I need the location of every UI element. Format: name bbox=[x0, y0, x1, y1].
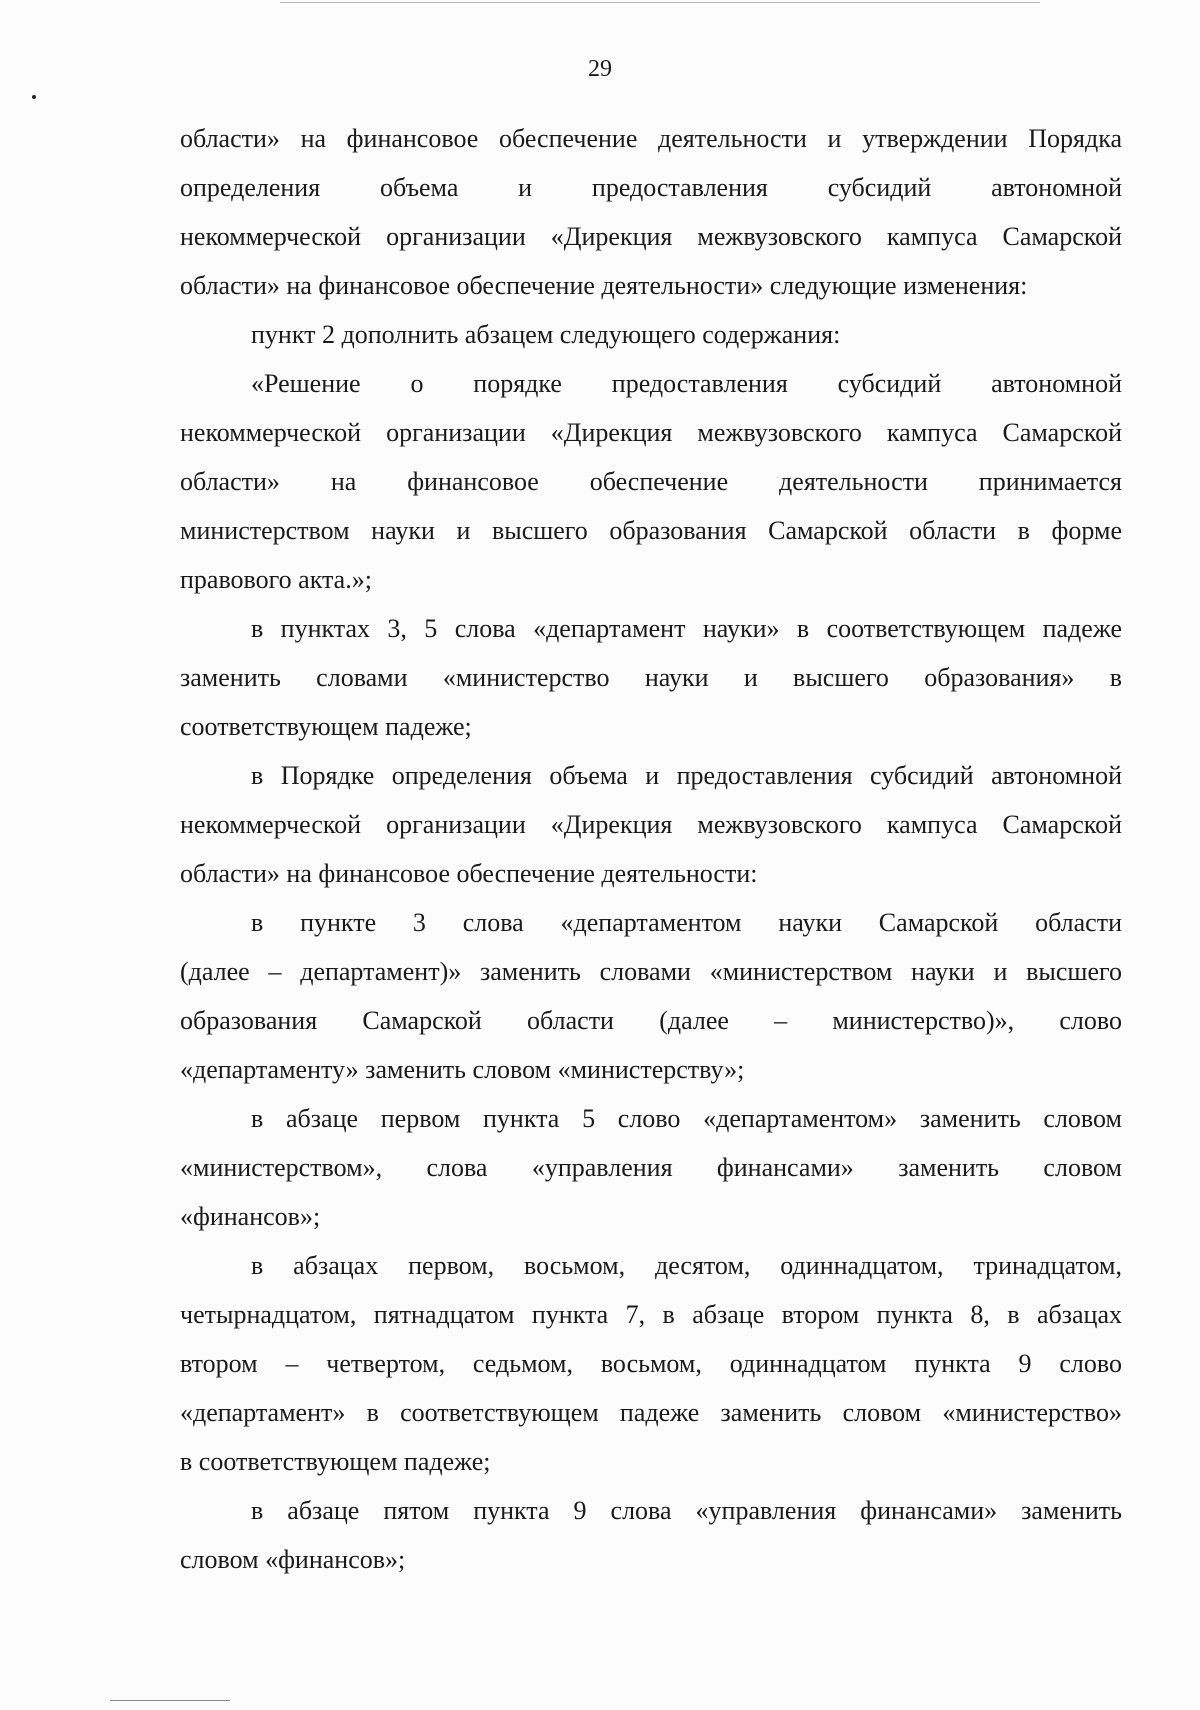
text-line: определения объема и предоставления субсидий автономной bbox=[180, 173, 1122, 202]
text-line: заменить словами «министерство науки и высшего образования» в bbox=[180, 663, 1122, 692]
text-line: некоммерческой организации «Дирекция межвузовского кампуса Самарской bbox=[180, 810, 1122, 839]
text-line: (далее – департамент)» заменить словами «министерством науки и высшего bbox=[180, 957, 1122, 986]
text-line: пункт 2 дополнить абзацем следующего содержания: bbox=[251, 320, 841, 349]
document-body bbox=[180, 114, 1122, 1584]
text-line: «финансов»; bbox=[180, 1202, 321, 1231]
text-line: некоммерческой организации «Дирекция межвузовского кампуса Самарской bbox=[180, 222, 1122, 251]
text-line: в абзаце первом пункта 5 слово «департаментом» заменить словом bbox=[251, 1104, 1122, 1133]
text-line: четырнадцатом, пятнадцатом пункта 7, в абзаце втором пункта 8, в абзацах bbox=[180, 1300, 1122, 1329]
text-line: в абзацах первом, восьмом, десятом, одиннадцатом, тринадцатом, bbox=[251, 1251, 1122, 1280]
text-line: «Решение о порядке предоставления субсидий автономной bbox=[251, 369, 1122, 398]
text-line: министерством науки и высшего образования Самарской области в форме bbox=[180, 516, 1122, 545]
text-line: в пункте 3 слова «департаментом науки Самарской области bbox=[251, 908, 1122, 937]
text-line: в абзаце пятом пункта 9 слова «управления финансами» заменить bbox=[251, 1496, 1122, 1525]
text-line: втором – четвертом, седьмом, восьмом, одиннадцатом пункта 9 слово bbox=[180, 1349, 1122, 1378]
text-line: «департамент» в соответствующем падеже заменить словом «министерство» bbox=[180, 1398, 1122, 1427]
text-line: образования Самарской области (далее – министерство)», слово bbox=[180, 1006, 1122, 1035]
text-line: области» на финансовое обеспечение деятельности» следующие изменения: bbox=[180, 271, 1028, 300]
scan-artifact-dot bbox=[32, 95, 36, 99]
page-number: 29 bbox=[588, 56, 612, 82]
text-line: в Порядке определения объема и предоставления субсидий автономной bbox=[251, 761, 1122, 790]
text-line: правового акта.»; bbox=[180, 565, 372, 594]
text-line: в пунктах 3, 5 слова «департамент науки» в соответствующем падеже bbox=[251, 614, 1122, 643]
text-line: соответствующем падеже; bbox=[180, 712, 472, 741]
scan-artifact-top-line bbox=[280, 2, 1040, 3]
text-line: словом «финансов»; bbox=[180, 1545, 406, 1574]
text-line: области» на финансовое обеспечение деятельности и утверждении Порядка bbox=[180, 124, 1122, 153]
text-line: в соответствующем падеже; bbox=[180, 1447, 491, 1476]
text-line: области» на финансовое обеспечение деятельности принимается bbox=[180, 467, 1122, 496]
text-line: области» на финансовое обеспечение деятельности: bbox=[180, 859, 758, 888]
text-line: «департаменту» заменить словом «министерству»; bbox=[180, 1055, 745, 1084]
scan-artifact-bottom-line bbox=[110, 1700, 230, 1701]
text-line: некоммерческой организации «Дирекция межвузовского кампуса Самарской bbox=[180, 418, 1122, 447]
text-line: «министерством», слова «управления финансами» заменить словом bbox=[180, 1153, 1122, 1182]
